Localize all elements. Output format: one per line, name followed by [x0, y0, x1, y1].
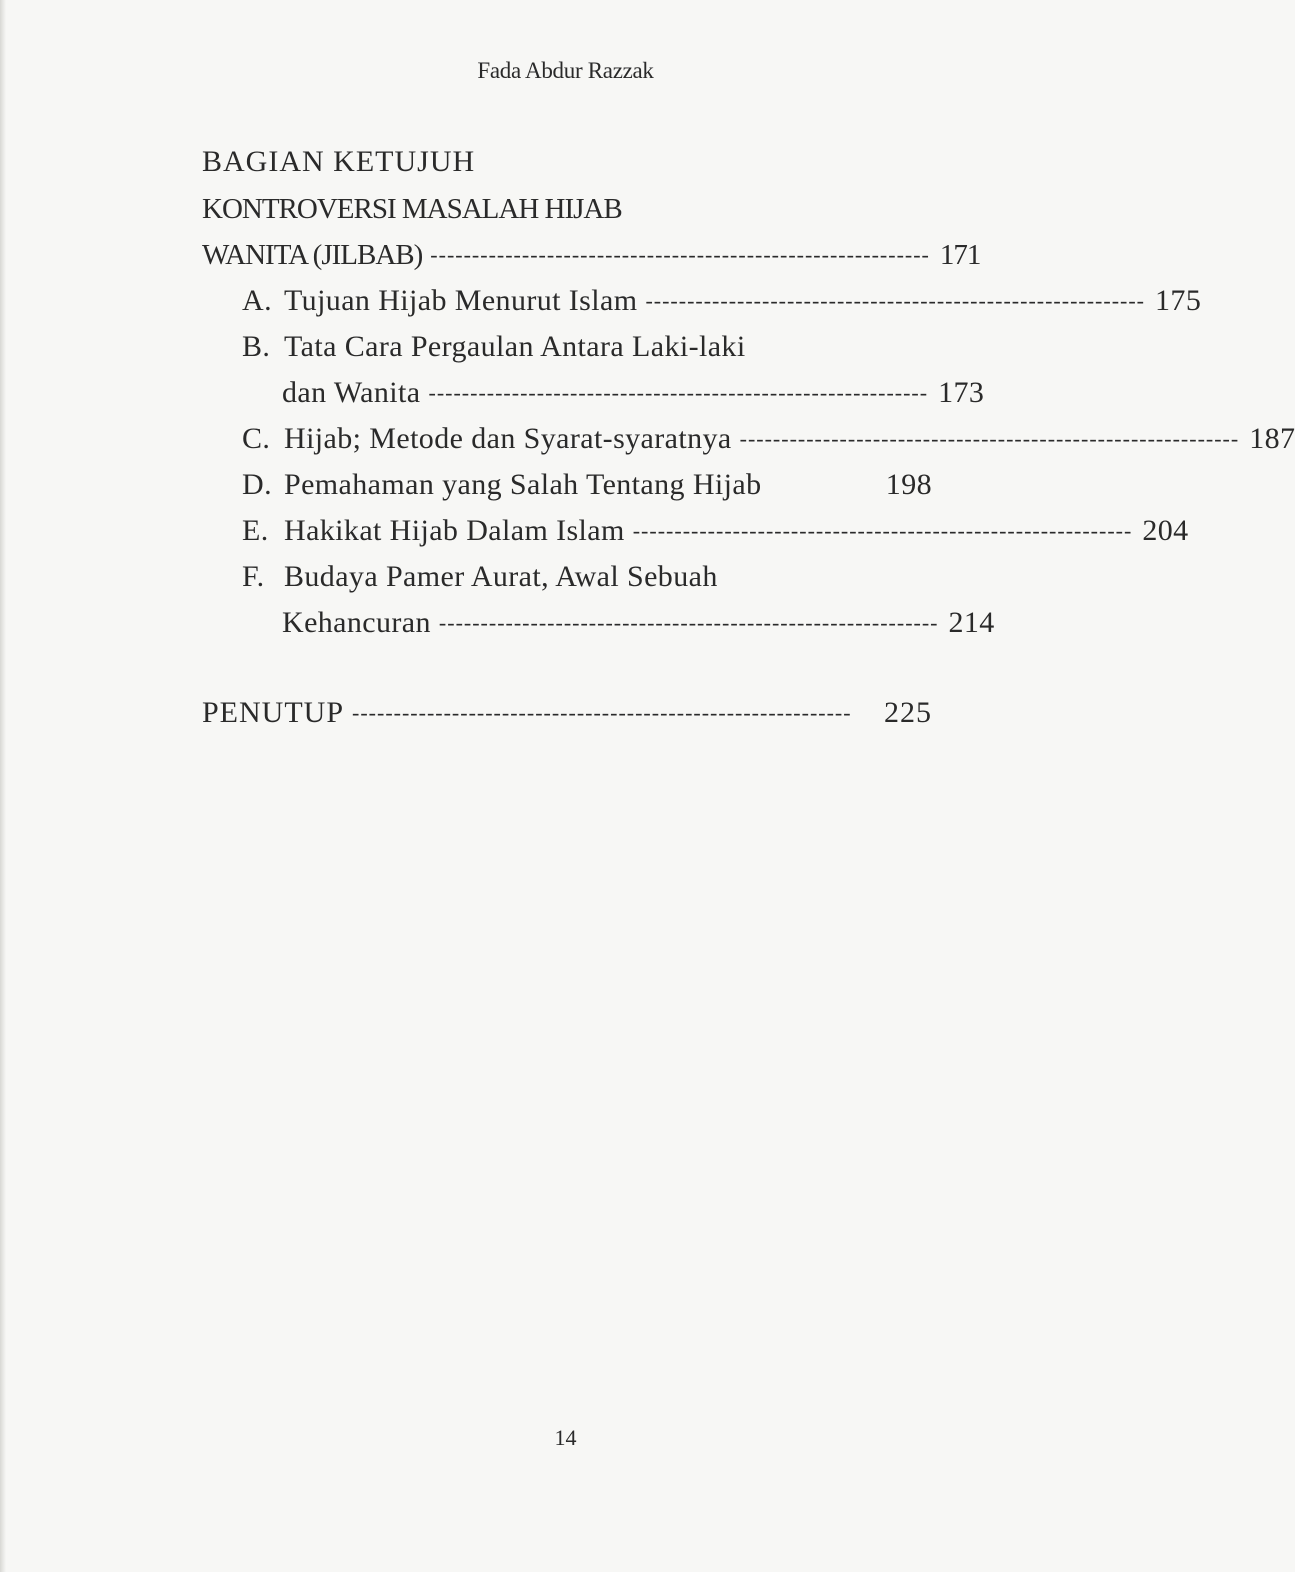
- toc-entry-d: [202, 462, 932, 508]
- entry-letter: C.: [242, 422, 271, 455]
- entry-page-number: 214: [948, 606, 995, 639]
- entry-letter: F.: [242, 560, 265, 593]
- entry-continuation: dan Wanita: [282, 376, 421, 409]
- dot-leader: ------------------------------------------------------------: [430, 242, 930, 267]
- dot-leader: ------------------------------------------------------------: [352, 700, 852, 725]
- part-title-line1: KONTROVERSI MASALAH HIJAB: [202, 193, 622, 225]
- toc-entry-a: [202, 278, 1202, 324]
- entry-page-number: 175: [1155, 284, 1202, 317]
- entry-letter: B.: [242, 330, 271, 363]
- dot-leader: ------------------------------------------------------------: [632, 518, 1133, 543]
- toc-closing: [202, 690, 932, 736]
- entry-title: Hijab; Metode dan Syarat-syaratnya: [284, 422, 732, 455]
- entry-title: Budaya Pamer Aurat, Awal Sebuah: [284, 560, 718, 593]
- closing-label: PENUTUP: [202, 696, 345, 729]
- entry-title: Tata Cara Pergaulan Antara Laki-laki: [284, 330, 746, 363]
- entry-title: Hakikat Hijab Dalam Islam: [284, 514, 625, 547]
- page-number: 14: [554, 1425, 577, 1450]
- spacer: [202, 646, 932, 690]
- running-head: Fada Abdur Razzak: [477, 58, 654, 83]
- part-label: BAGIAN KETUJUH: [202, 145, 476, 178]
- entry-page-number: 198: [885, 468, 932, 501]
- entry-letter: E.: [242, 514, 269, 547]
- toc-entry-b: [202, 324, 932, 370]
- dot-leader: ------------------------------------------------------------: [428, 380, 929, 405]
- toc-entry-b-continuation: [202, 370, 985, 416]
- dot-leader: ------------------------------------------------------------: [739, 426, 1240, 451]
- toc-entry-f-continuation: [202, 600, 995, 646]
- dot-leader: ------------------------------------------------------------: [438, 610, 939, 635]
- toc-entry-e: [202, 508, 1189, 554]
- toc-entry-f: [202, 554, 932, 600]
- toc-entry-c: [202, 416, 1295, 462]
- entry-title: Pemahaman yang Salah Tentang Hijab: [284, 468, 762, 501]
- entry-letter: A.: [242, 284, 272, 317]
- entry-page-number: 173: [938, 376, 985, 409]
- closing-page-number: 225: [884, 696, 932, 729]
- entry-page-number: 187: [1249, 422, 1295, 455]
- dot-leader: ------------------------------------------------------------: [645, 288, 1146, 313]
- entry-page-number: 204: [1142, 514, 1189, 547]
- part-title-line2: WANITA (JILBAB): [202, 239, 423, 271]
- part-title-row: [202, 232, 981, 278]
- page-edge: [0, 0, 6, 1572]
- part-page-number: 171: [939, 239, 981, 271]
- table-of-contents: [202, 138, 1295, 736]
- entry-continuation: Kehancuran: [282, 606, 431, 639]
- entry-letter: D.: [242, 468, 272, 501]
- entry-title: Tujuan Hijab Menurut Islam: [284, 284, 638, 317]
